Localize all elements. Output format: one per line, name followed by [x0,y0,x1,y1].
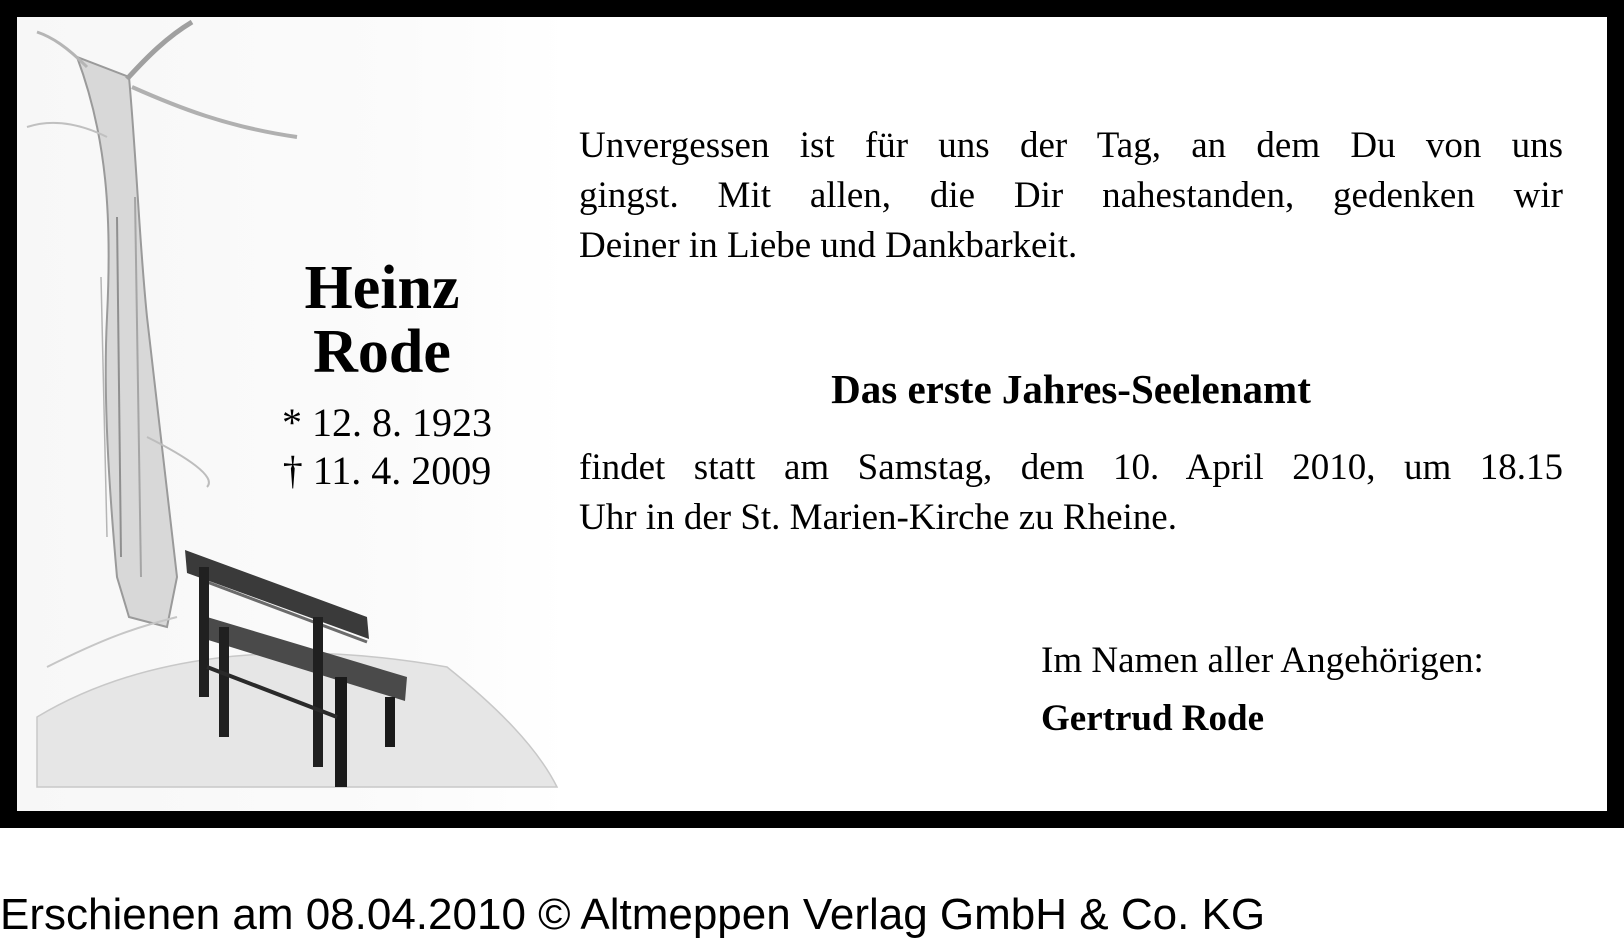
mass-line-1: findet statt am Samstag, dem 10. April 2010, um 18.15 [579,447,1563,488]
deceased-last-name: Rode [313,318,451,386]
death-date: † 11. 4. 2009 [282,448,492,493]
remembrance-text [579,121,1563,271]
remembrance-line-1: Unvergessen ist für uns der Tag, an dem Du von uns [579,125,1563,166]
publication-footer: Erschienen am 08.04.2010 © Altmeppen Verlag GmbH & Co. KG [0,890,1266,939]
deceased-first-name: Heinz [304,254,460,322]
birth-date: * 12. 8. 1923 [282,400,492,445]
mass-line-2: Uhr in der St. Marien-Kirche zu Rheine. [579,497,1177,538]
remembrance-line-2: gingst. Mit allen, die Dir nahestanden, gedenken wir [579,175,1563,216]
mass-details [579,443,1563,543]
signature-intro: Im Namen aller Angehörigen: [1041,640,1484,681]
remembrance-line-3: Deiner in Liebe und Dankbarkeit. [579,225,1078,266]
mass-title: Das erste Jahres-Seelenamt [831,366,1311,412]
signature-name: Gertrud Rode [1041,698,1264,739]
